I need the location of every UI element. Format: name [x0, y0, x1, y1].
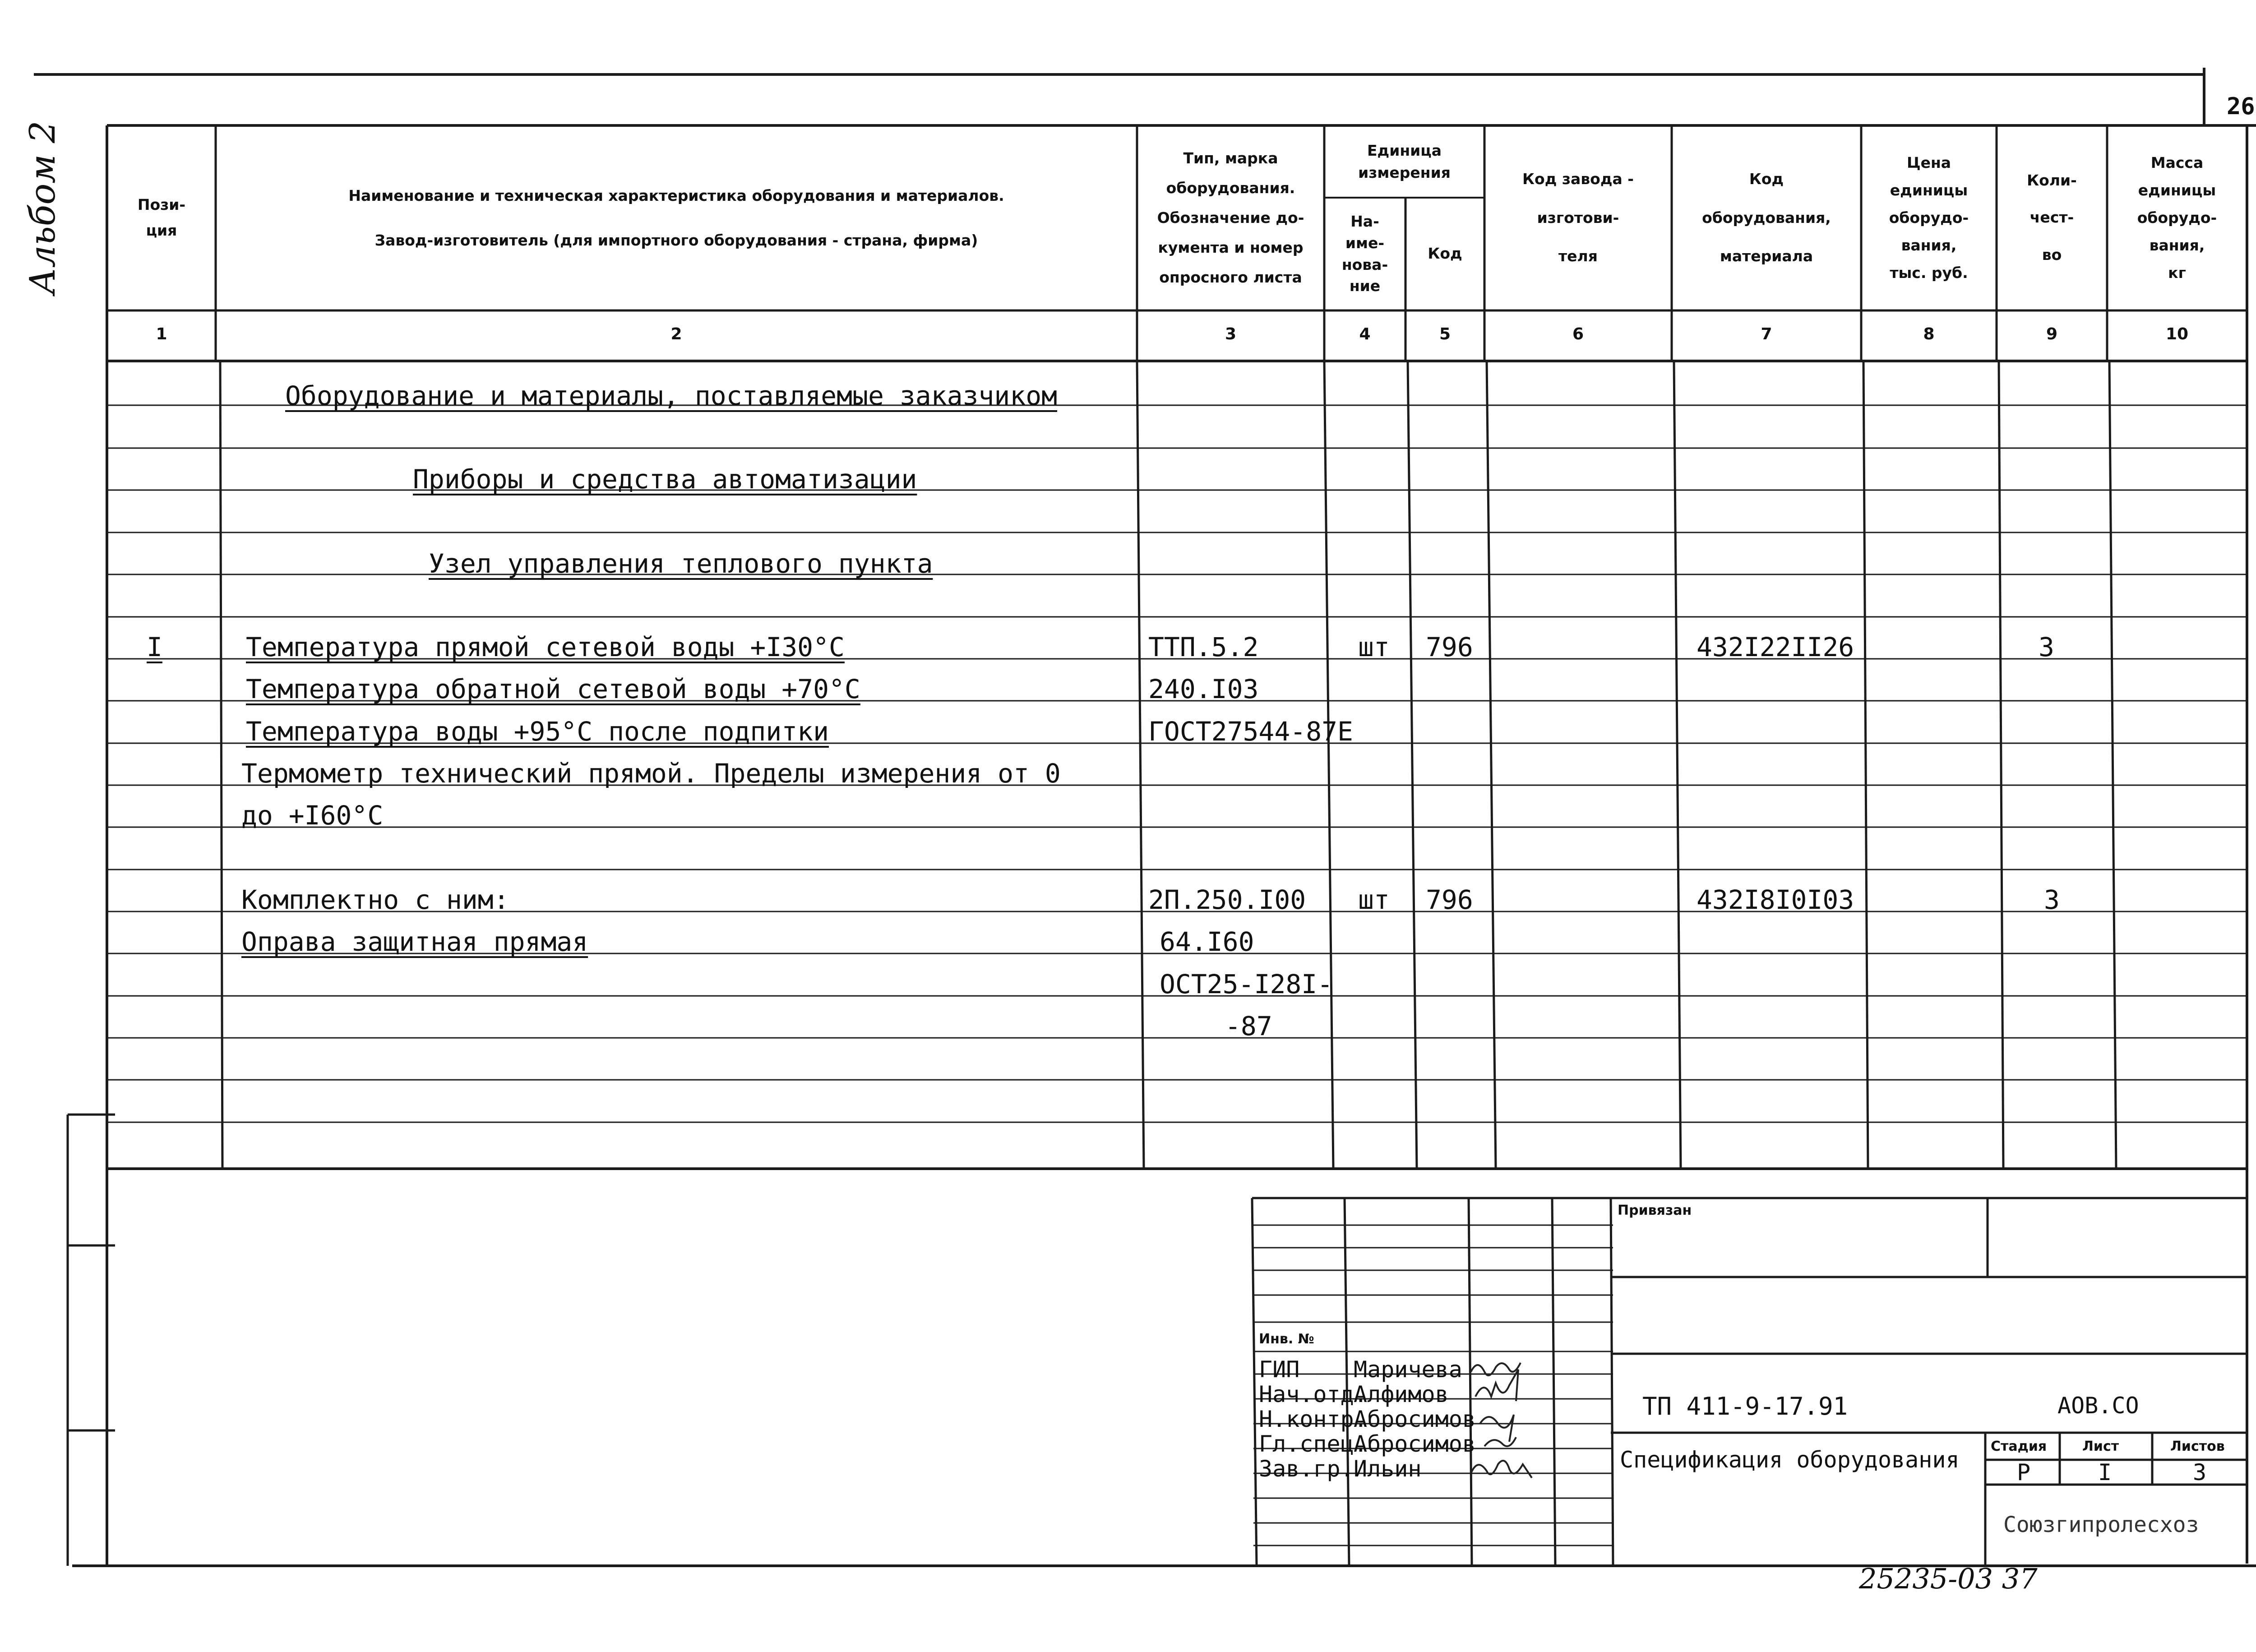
signature-norm-control — [1480, 1415, 1514, 1442]
section-title-heating-unit: Узел управления теплового пункта — [429, 548, 933, 579]
sheet-label: Лист — [2082, 1439, 2119, 1454]
row-equipment-code: 432I22II26 — [1697, 632, 1854, 662]
header-position: Пози- ция — [137, 196, 186, 239]
column-number: 9 — [2046, 325, 2058, 343]
row-type: 2П.250.I00 — [1148, 884, 1306, 915]
header-mass: Масса единицы оборудо- вания, кг — [2137, 153, 2217, 282]
row-type: 64.I60 — [1160, 926, 1254, 957]
column-number: 6 — [1572, 325, 1584, 343]
header-name: Наименование и техническая характеристика оборудования и материалов. Завод-изготовитель (для импортного оборудования - страна, фирма) — [348, 186, 1004, 249]
name-gip: Маричева — [1354, 1356, 1462, 1383]
name-head-dept: Алфимов — [1354, 1381, 1449, 1407]
row-text: Термометр технический прямой. Пределы измерения от 0 — [241, 758, 1061, 789]
position-number: I — [147, 632, 162, 662]
signature-chief-spec — [1484, 1437, 1516, 1446]
column-number: 8 — [1923, 325, 1935, 343]
header-unit-name: На- име- нова- ние — [1341, 212, 1388, 295]
row-unit-code: 796 — [1426, 884, 1473, 915]
column-number: 10 — [2165, 325, 2189, 343]
row-quantity: 3 — [2039, 632, 2054, 662]
header-factory-code: Код завода - изготови- теля — [1522, 170, 1634, 265]
column-number: 1 — [156, 325, 167, 343]
name-group-head: Ильин — [1354, 1456, 1422, 1482]
header-unit-group: Единица измерения — [1358, 141, 1451, 181]
header-equipment-code: Код оборудования, материала — [1702, 170, 1831, 265]
row-unit: шт — [1358, 632, 1390, 662]
role-group-head: Зав.гр. — [1259, 1456, 1354, 1482]
row-type: 240.I03 — [1148, 674, 1259, 704]
row-equipment-code: 432I8I0I03 — [1697, 884, 1854, 915]
archive-number: 25235-03 37 — [1859, 1562, 2038, 1595]
row-unit: шт — [1358, 884, 1390, 915]
row-type: ГОСТ27544-87Е — [1148, 716, 1353, 747]
role-norm-control: Н.контр. — [1259, 1406, 1368, 1432]
signature-group-head — [1471, 1461, 1532, 1478]
document-code: ТП 411-9-17.91 — [1642, 1392, 1848, 1421]
section-title-customer-supplied: Оборудование и материалы, поставляемые заказчиком — [285, 380, 1058, 411]
name-norm-control: Абросимов — [1354, 1406, 1476, 1432]
header-quantity: Коли- чест- во — [2027, 171, 2077, 264]
row-text: Температура прямой сетевой воды +I30°C — [246, 632, 845, 662]
inv-number-label: Инв. № — [1259, 1331, 1314, 1347]
document-mark: АОВ.СО — [2057, 1393, 2139, 1419]
name-chief-spec: Абросимов — [1354, 1431, 1476, 1457]
sheets-label: Листов — [2170, 1439, 2225, 1454]
sheet-value: I — [2098, 1459, 2112, 1485]
signature-head-dept — [1475, 1370, 1518, 1401]
row-text: Температура воды +95°C после подпитки — [246, 716, 829, 747]
row-text: Комплектно с ним: — [241, 884, 509, 915]
row-type: ТТП.5.2 — [1148, 632, 1259, 662]
role-gip: ГИП — [1259, 1356, 1300, 1383]
page-number: 26 — [2227, 93, 2255, 120]
margin-note: Альбом 2 — [23, 120, 63, 295]
row-quantity: 3 — [2044, 884, 2060, 915]
header-type: Тип, марка оборудования. Обозначение до- кумента и номер опросного листа — [1157, 149, 1304, 286]
signature-gip — [1471, 1363, 1521, 1375]
column-number: 3 — [1225, 325, 1237, 343]
stage-value: Р — [2017, 1459, 2031, 1485]
row-text: Температура обратной сетевой воды +70°C — [246, 674, 860, 704]
stage-label: Стадия — [1991, 1439, 2047, 1454]
column-number: 7 — [1761, 325, 1772, 343]
header-price: Цена единицы оборудо- вания, тыс. руб. — [1889, 153, 1969, 282]
row-text: Оправа защитная прямая — [241, 926, 588, 957]
signatures — [1466, 1356, 1557, 1491]
row-unit-code: 796 — [1426, 632, 1473, 662]
column-number: 4 — [1359, 325, 1371, 343]
sheets-value: 3 — [2193, 1459, 2207, 1485]
row-type: ОСТ25-I28I- — [1160, 969, 1333, 1000]
header-unit-code: Код — [1428, 245, 1462, 263]
role-chief-spec: Гл.спец. — [1259, 1431, 1368, 1457]
privyazan-label: Привязан — [1618, 1203, 1692, 1218]
row-type: -87 — [1225, 1011, 1272, 1041]
document-title: Спецификация оборудования — [1620, 1447, 1960, 1473]
row-text: до +I60°C — [241, 800, 384, 831]
section-title-automation: Приборы и средства автоматизации — [413, 464, 917, 495]
role-head-dept: Нач.отд. — [1259, 1381, 1368, 1407]
column-number: 5 — [1439, 325, 1451, 343]
organization-name: Союзгипролесхоз — [2003, 1512, 2199, 1537]
column-number: 2 — [670, 325, 682, 343]
